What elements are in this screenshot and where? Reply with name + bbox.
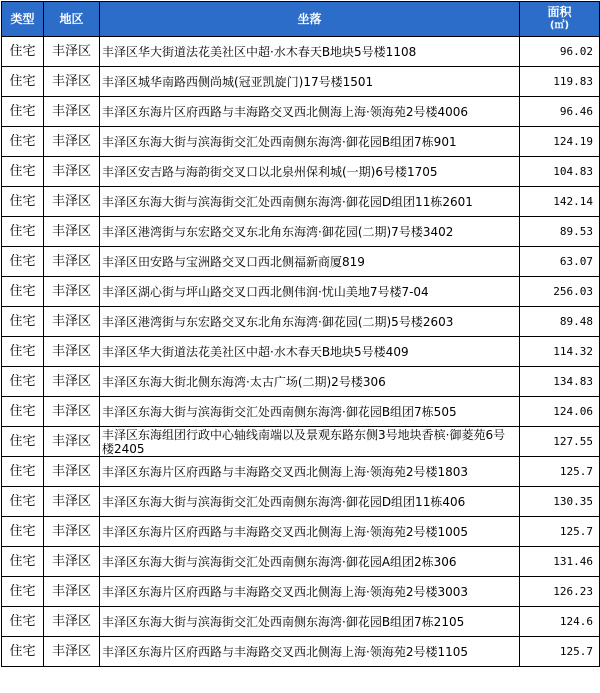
cell-area: 96.02: [520, 37, 600, 67]
cell-address: 丰泽区东海片区府西路与丰海路交叉西北侧海上海·领海苑2号楼1005: [100, 517, 520, 547]
cell-type: 住宅: [2, 607, 44, 637]
cell-type: 住宅: [2, 277, 44, 307]
cell-region: 丰泽区: [44, 307, 100, 337]
cell-area: 256.03: [520, 277, 600, 307]
cell-area: 134.83: [520, 367, 600, 397]
cell-address: 丰泽区东海大街与滨海街交汇处西南侧东海湾·御花园D组团11栋406: [100, 487, 520, 517]
table-row: [2, 37, 600, 67]
cell-address: 丰泽区华大街道法花美社区中超·水木春天B地块5号楼1108: [100, 37, 520, 67]
cell-area: 124.19: [520, 127, 600, 157]
cell-area: 104.83: [520, 157, 600, 187]
cell-area: 119.83: [520, 67, 600, 97]
table-header-row: [2, 2, 600, 37]
cell-type: 住宅: [2, 127, 44, 157]
header-region: 地区: [44, 2, 100, 37]
cell-address: 丰泽区田安路与宝洲路交叉口西北侧福新商厦819: [100, 247, 520, 277]
cell-address: 丰泽区东海片区府西路与丰海路交叉西北侧海上海·领海苑2号楼1803: [100, 457, 520, 487]
cell-region: 丰泽区: [44, 637, 100, 667]
header-address: 坐落: [100, 2, 520, 37]
table-row: [2, 217, 600, 247]
table-row: [2, 547, 600, 577]
cell-region: 丰泽区: [44, 247, 100, 277]
table-row: [2, 607, 600, 637]
table-row: [2, 247, 600, 277]
cell-area: 89.48: [520, 307, 600, 337]
cell-type: 住宅: [2, 337, 44, 367]
cell-region: 丰泽区: [44, 337, 100, 367]
cell-address: 丰泽区东海大街与滨海街交汇处西南侧东海湾·御花园A组团2栋306: [100, 547, 520, 577]
cell-type: 住宅: [2, 397, 44, 427]
cell-address: 丰泽区东海组团行政中心轴线南端以及景观东路东侧3号地块香槟·御菱苑6号楼2405: [100, 427, 520, 457]
cell-region: 丰泽区: [44, 37, 100, 67]
cell-type: 住宅: [2, 457, 44, 487]
cell-type: 住宅: [2, 427, 44, 457]
cell-type: 住宅: [2, 37, 44, 67]
table-row: [2, 487, 600, 517]
cell-address: 丰泽区港湾街与东宏路交叉东北角东海湾·御花园(二期)5号楼2603: [100, 307, 520, 337]
cell-type: 住宅: [2, 67, 44, 97]
table-row: [2, 367, 600, 397]
table-row: [2, 187, 600, 217]
table-row: [2, 457, 600, 487]
cell-region: 丰泽区: [44, 547, 100, 577]
cell-region: 丰泽区: [44, 457, 100, 487]
table-row: [2, 517, 600, 547]
cell-type: 住宅: [2, 517, 44, 547]
table-row: [2, 397, 600, 427]
cell-type: 住宅: [2, 217, 44, 247]
cell-address: 丰泽区东海片区府西路与丰海路交叉西北侧海上海·领海苑2号楼3003: [100, 577, 520, 607]
cell-type: 住宅: [2, 487, 44, 517]
cell-region: 丰泽区: [44, 427, 100, 457]
cell-address: 丰泽区城华南路西侧尚城(冠亚凯旋门)17号楼1501: [100, 67, 520, 97]
cell-area: 89.53: [520, 217, 600, 247]
property-table: [1, 1, 600, 667]
cell-type: 住宅: [2, 307, 44, 337]
cell-region: 丰泽区: [44, 367, 100, 397]
cell-area: 142.14: [520, 187, 600, 217]
cell-area: 125.7: [520, 517, 600, 547]
cell-area: 63.07: [520, 247, 600, 277]
table-row: [2, 127, 600, 157]
table-row: [2, 637, 600, 667]
cell-type: 住宅: [2, 187, 44, 217]
cell-region: 丰泽区: [44, 607, 100, 637]
cell-area: 125.7: [520, 457, 600, 487]
cell-region: 丰泽区: [44, 67, 100, 97]
cell-region: 丰泽区: [44, 127, 100, 157]
cell-area: 124.06: [520, 397, 600, 427]
cell-address: 丰泽区东海片区府西路与丰海路交叉西北侧海上海·领海苑2号楼1105: [100, 637, 520, 667]
cell-region: 丰泽区: [44, 577, 100, 607]
header-area: [520, 2, 600, 37]
cell-address: 丰泽区东海片区府西路与丰海路交叉西北侧海上海·领海苑2号楼4006: [100, 97, 520, 127]
cell-type: 住宅: [2, 637, 44, 667]
cell-area: 125.7: [520, 637, 600, 667]
cell-type: 住宅: [2, 367, 44, 397]
cell-region: 丰泽区: [44, 97, 100, 127]
cell-address: 丰泽区安吉路与海韵街交叉口以北泉州保利城(一期)6号楼1705: [100, 157, 520, 187]
cell-area: 130.35: [520, 487, 600, 517]
table-row: [2, 67, 600, 97]
cell-address: 丰泽区东海大街与滨海街交汇处西南侧东海湾·御花园B组团7栋505: [100, 397, 520, 427]
table-row: [2, 97, 600, 127]
cell-region: 丰泽区: [44, 277, 100, 307]
cell-type: 住宅: [2, 247, 44, 277]
cell-address: 丰泽区港湾街与东宏路交叉东北角东海湾·御花园(二期)7号楼3402: [100, 217, 520, 247]
table-row: [2, 577, 600, 607]
cell-address: 丰泽区华大街道法花美社区中超·水木春天B地块5号楼409: [100, 337, 520, 367]
table-row: [2, 307, 600, 337]
cell-type: 住宅: [2, 157, 44, 187]
cell-area: 127.55: [520, 427, 600, 457]
cell-type: 住宅: [2, 97, 44, 127]
table-row: [2, 427, 600, 457]
header-area-unit: (㎡): [549, 20, 570, 31]
cell-region: 丰泽区: [44, 487, 100, 517]
table-row: [2, 157, 600, 187]
cell-area: 96.46: [520, 97, 600, 127]
cell-region: 丰泽区: [44, 187, 100, 217]
cell-region: 丰泽区: [44, 217, 100, 247]
cell-type: 住宅: [2, 577, 44, 607]
cell-area: 124.6: [520, 607, 600, 637]
cell-area: 126.23: [520, 577, 600, 607]
header-area-label: 面积: [547, 5, 572, 19]
cell-address: 丰泽区东海大街北侧东海湾·太古广场(二期)2号楼306: [100, 367, 520, 397]
cell-address: 丰泽区东海大街与滨海街交汇处西南侧东海湾·御花园D组团11栋2601: [100, 187, 520, 217]
cell-area: 114.32: [520, 337, 600, 367]
cell-address: 丰泽区东海大街与滨海街交汇处西南侧东海湾·御花园B组团7栋901: [100, 127, 520, 157]
cell-area: 131.46: [520, 547, 600, 577]
cell-address: 丰泽区湖心街与坪山路交叉口西北侧伟润·忧山美地7号楼7-04: [100, 277, 520, 307]
cell-region: 丰泽区: [44, 517, 100, 547]
cell-address: 丰泽区东海大街与滨海街交汇处西南侧东海湾·御花园B组团7栋2105: [100, 607, 520, 637]
cell-region: 丰泽区: [44, 157, 100, 187]
table-row: [2, 277, 600, 307]
cell-type: 住宅: [2, 547, 44, 577]
header-type: 类型: [2, 2, 44, 37]
table-row: [2, 337, 600, 367]
cell-region: 丰泽区: [44, 397, 100, 427]
